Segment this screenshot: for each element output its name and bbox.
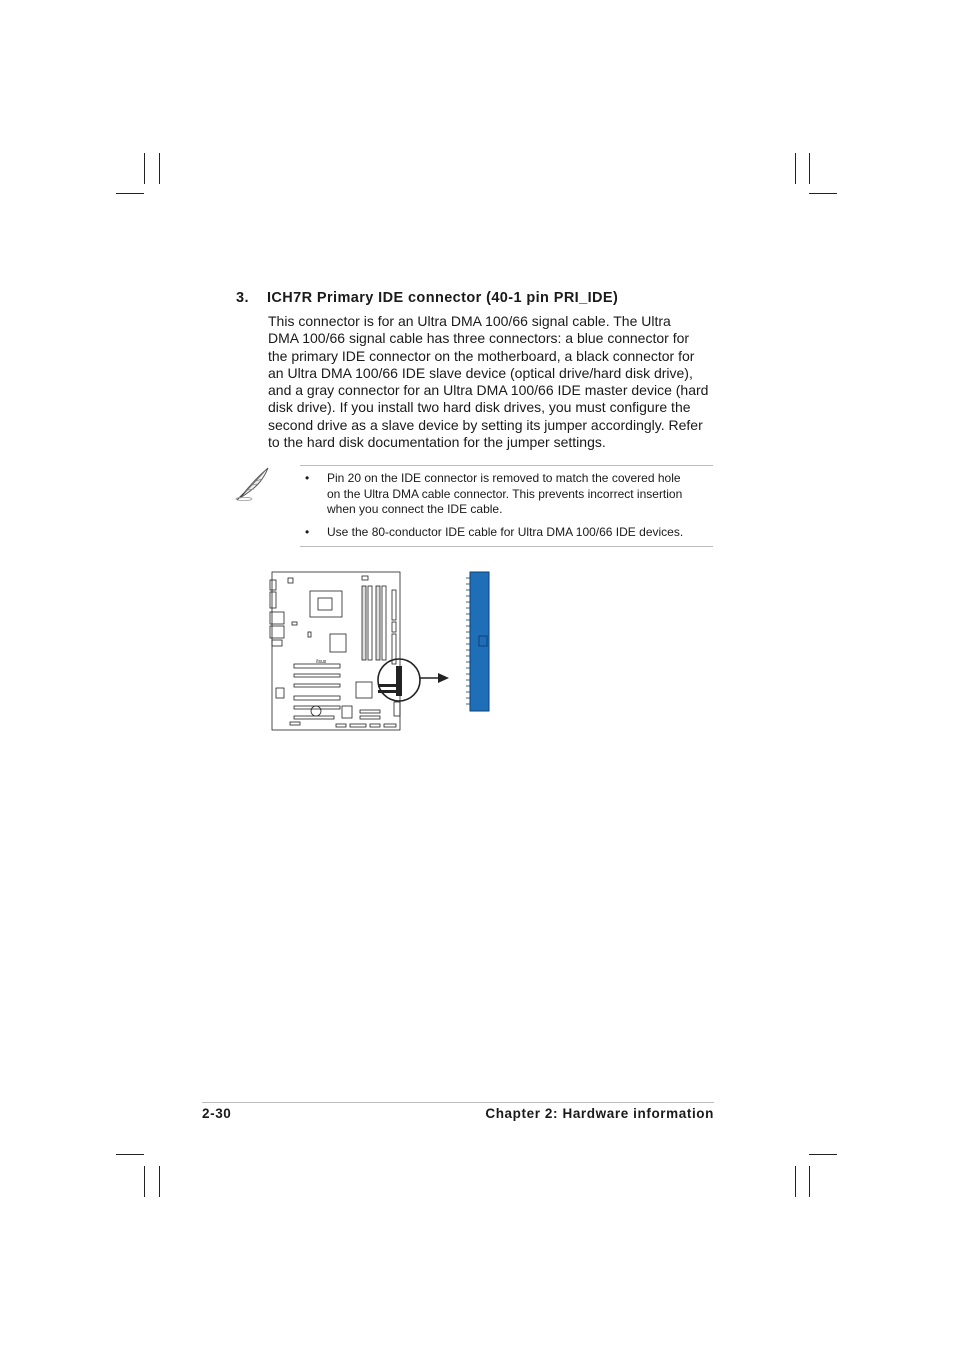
body-line: an Ultra DMA 100/66 IDE slave device (optical drive/hard disk drive), xyxy=(268,364,693,381)
body-line: second drive as a slave device by setting its jumper accordingly. Refer xyxy=(268,416,703,433)
body-line: DMA 100/66 signal cable has three connectors: a blue connector for xyxy=(268,330,690,347)
crop-mark xyxy=(809,153,810,184)
page-number: 2-30 xyxy=(202,1106,232,1121)
body-line: the primary IDE connector on the motherboard, a black connector for xyxy=(268,347,695,364)
crop-mark xyxy=(809,193,837,194)
crop-mark xyxy=(159,1166,160,1197)
crop-mark xyxy=(809,1154,837,1155)
cpu-socket xyxy=(310,591,342,617)
crop-mark xyxy=(159,153,160,184)
bullet: • xyxy=(305,525,310,539)
section-number: 3. xyxy=(236,290,249,306)
note-line: Use the 80-conductor IDE cable for Ultra DMA 100/66 IDE devices. xyxy=(327,525,684,539)
footer-rule xyxy=(202,1102,714,1103)
board-logo: /isus xyxy=(316,659,327,665)
ide-connector-closeup xyxy=(464,570,494,714)
note-line: Pin 20 on the IDE connector is removed to match the covered hole xyxy=(327,471,681,485)
crop-mark xyxy=(144,1166,145,1197)
bullet: • xyxy=(305,471,310,485)
motherboard-diagram xyxy=(266,566,496,736)
body-line: disk drive). If you install two hard disk drives, you must configure the xyxy=(268,399,691,416)
crop-mark xyxy=(809,1166,810,1197)
body-line: to the hard disk documentation for the jumper settings. xyxy=(268,434,606,451)
note-line: when you connect the IDE cable. xyxy=(327,502,503,517)
note-quill-icon xyxy=(234,464,274,502)
section-heading xyxy=(236,290,618,306)
chapter-title: Chapter 2: Hardware information xyxy=(485,1106,714,1121)
crop-mark xyxy=(116,1154,144,1155)
body-line: This connector is for an Ultra DMA 100/66 signal cable. The Ultra xyxy=(268,313,671,329)
note-line: on the Ultra DMA cable connector. This prevents incorrect insertion xyxy=(327,486,683,501)
crop-mark xyxy=(795,153,796,184)
note-box xyxy=(300,465,713,547)
crop-mark xyxy=(795,1166,796,1197)
body-paragraph xyxy=(268,313,714,451)
section-title: ICH7R Primary IDE connector (40-1 pin PRI_IDE) xyxy=(267,290,619,306)
crop-mark xyxy=(116,193,144,194)
body-line: and a gray connector for an Ultra DMA 100/66 IDE master device (hard xyxy=(268,382,709,399)
crop-mark xyxy=(144,153,145,184)
